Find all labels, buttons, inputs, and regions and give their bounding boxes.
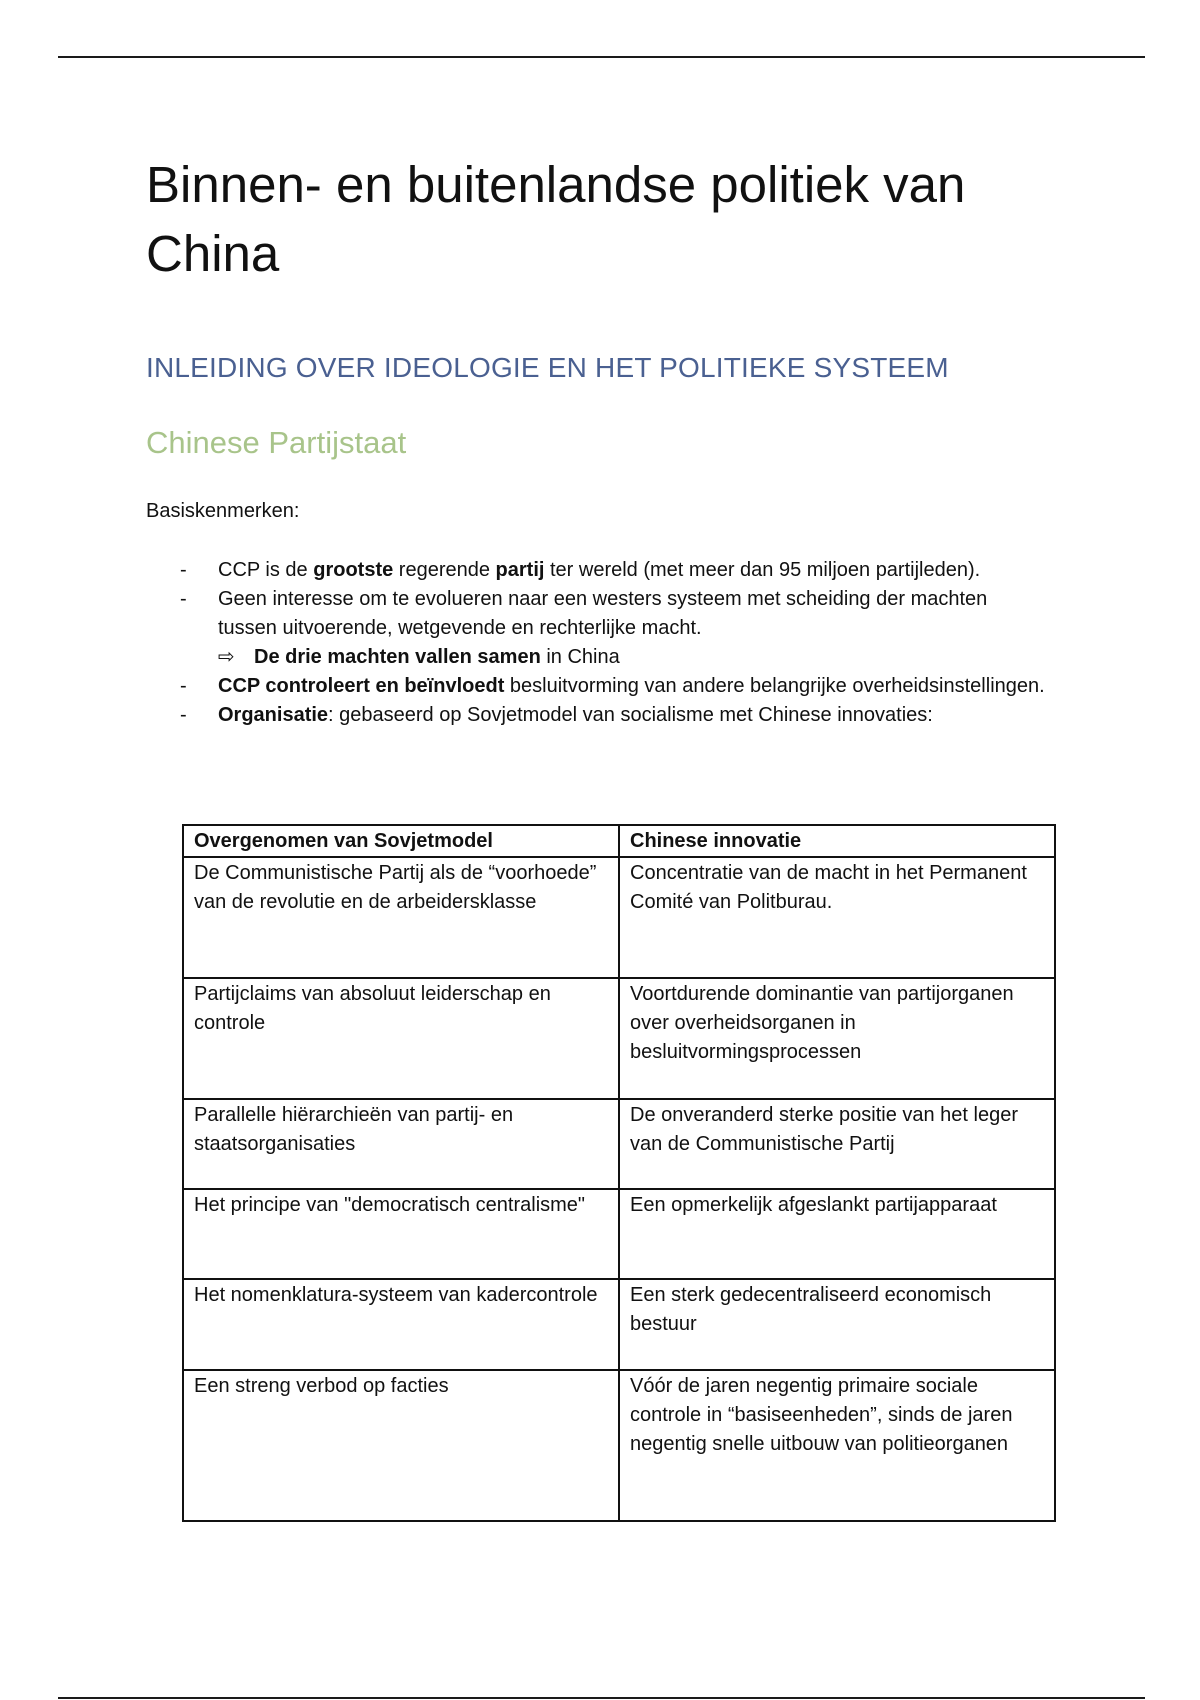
- table-header-row: [183, 825, 1055, 857]
- bullet-dash: -: [180, 588, 187, 610]
- bottom-rule: [58, 1697, 1145, 1699]
- sub-point: [218, 643, 1046, 672]
- table-cell: Parallelle hiërarchieën van partij- en staatsorganisaties: [183, 1099, 619, 1189]
- comparison-table: [182, 824, 1056, 1522]
- list-item: [146, 701, 1046, 730]
- table-cell: De Communistische Partij als de “voorhoede” van de revolutie en de arbeidersklasse: [183, 857, 619, 978]
- bullet-dash: -: [180, 559, 187, 581]
- section-heading: INLEIDING OVER IDEOLOGIE EN HET POLITIEKE SYSTEEM: [146, 352, 949, 383]
- text-run: Geen interesse om te evolueren naar een westers systeem met scheiding der machten tussen uitvoerende, wetgevende en rechterlijke macht.: [218, 588, 988, 639]
- table-cell: Het principe van "democratisch centralisme": [183, 1189, 619, 1279]
- table-row: [183, 1370, 1055, 1521]
- table-row: [183, 1279, 1055, 1370]
- table-row: [183, 1189, 1055, 1279]
- table-row: [183, 978, 1055, 1099]
- table-row: [183, 1099, 1055, 1189]
- arrow-right-icon: ⇨: [218, 646, 235, 668]
- table-header-cell: Overgenomen van Sovjetmodel: [183, 825, 619, 857]
- text-run: regerende: [393, 559, 496, 581]
- text-run: ter wereld (met meer dan 95 miljoen partijleden).: [544, 559, 981, 581]
- table-cell: Het nomenklatura-systeem van kadercontrole: [183, 1279, 619, 1370]
- table-cell: Vóór de jaren negentig primaire sociale controle in “basiseenheden”, sinds de jaren negentig snelle uitbouw van politieorganen: [619, 1370, 1055, 1521]
- bold-run: partij: [495, 559, 545, 581]
- table-cell: Voortdurende dominantie van partijorganen over overheidsorganen in besluitvormingsprocessen: [619, 978, 1055, 1099]
- bold-run: Organisatie: [218, 704, 329, 726]
- bold-run: CCP controleert en beïnvloedt: [218, 675, 505, 697]
- list-item: [146, 585, 1046, 672]
- text-run: in China: [540, 646, 620, 668]
- list-item: [146, 672, 1046, 701]
- page-title: Binnen- en buitenlandse politiek van China: [146, 156, 966, 282]
- bullet-dash: -: [180, 675, 187, 697]
- text-run: besluitvorming van andere belangrijke overheidsinstellingen.: [504, 675, 1045, 697]
- table-row: [183, 857, 1055, 978]
- table-cell: Een streng verbod op facties: [183, 1370, 619, 1521]
- bold-run: grootste: [313, 559, 394, 581]
- table-cell: De onveranderd sterke positie van het leger van de Communistische Partij: [619, 1099, 1055, 1189]
- bullet-list: [146, 556, 1046, 730]
- text-run: CCP is de: [218, 559, 314, 581]
- bold-run: De drie machten vallen samen: [254, 646, 541, 668]
- top-rule: [58, 56, 1145, 58]
- bullet-dash: -: [180, 704, 187, 726]
- table-cell: Concentratie van de macht in het Permanent Comité van Politburau.: [619, 857, 1055, 978]
- table-header-cell: Chinese innovatie: [619, 825, 1055, 857]
- table-cell: Een sterk gedecentraliseerd economisch bestuur: [619, 1279, 1055, 1370]
- subsection-heading: Chinese Partijstaat: [146, 425, 407, 460]
- table-cell: Partijclaims van absoluut leiderschap en controle: [183, 978, 619, 1099]
- list-item: [146, 556, 1046, 585]
- text-run: : gebaseerd op Sovjetmodel van socialisme met Chinese innovaties:: [328, 704, 933, 726]
- table-cell: Een opmerkelijk afgeslankt partijapparaat: [619, 1189, 1055, 1279]
- intro-text: Basiskenmerken:: [146, 500, 300, 522]
